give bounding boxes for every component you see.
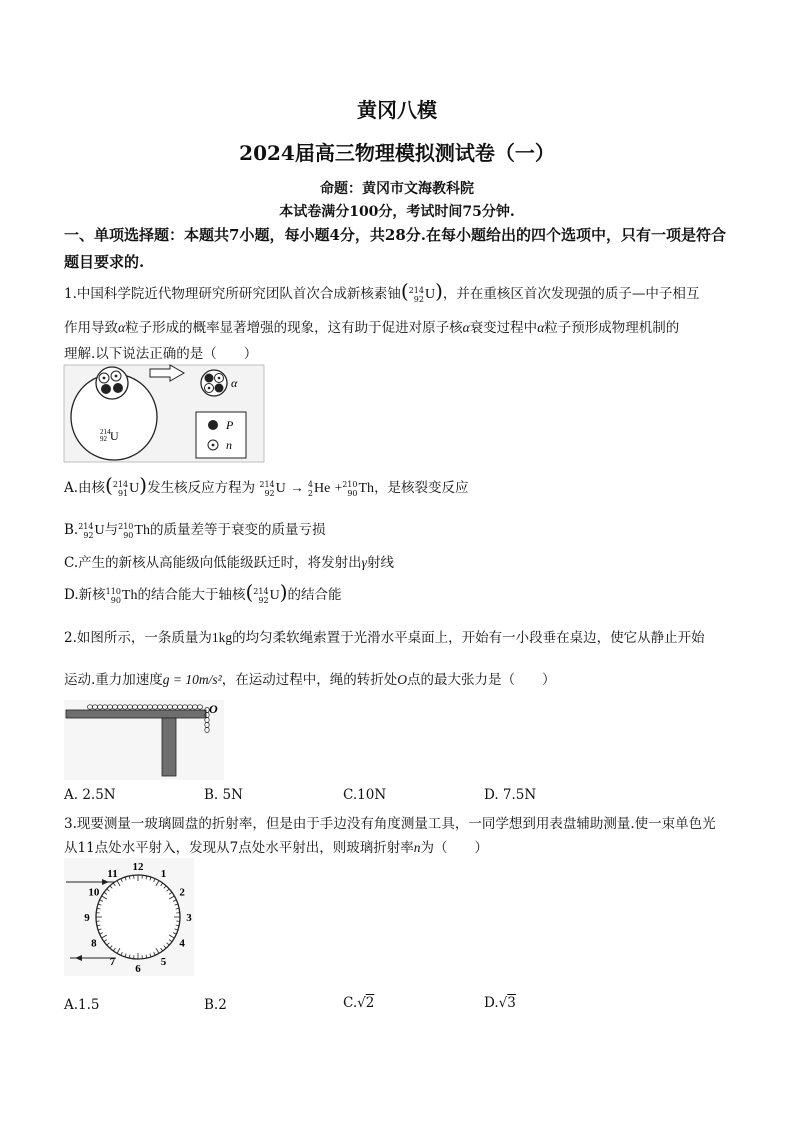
q1-stem-b: ，并在重核区首次发现强的质子—中子相互: [442, 286, 700, 302]
fig-sym: U: [110, 429, 119, 443]
q1-option-c: C.产生的新核从高能级向低能级跃迁时，将发射出γ射线: [64, 555, 394, 571]
clock-number: 7: [109, 956, 116, 969]
q3-clock-figure: [64, 858, 194, 976]
clock-number: 5: [160, 956, 167, 969]
legend-p: P: [226, 418, 234, 432]
section-heading: 一、单项选择题：本题共7小题，每小题4分，共28分.在每小题给出的四个选项中，只有一项是符合题目要求的.: [64, 226, 726, 271]
q3-line2: 从11点处水平射入，发现从7点处水平射出，则玻璃折射率n为（ ）: [64, 840, 489, 856]
clock-face: [96, 875, 180, 959]
q1-figure: [64, 365, 264, 462]
clock-number: 8: [91, 937, 97, 950]
clock-number: 4: [179, 937, 185, 950]
q3-option-a: A.1.5: [64, 997, 100, 1013]
exam-info: 本试卷满分100分，考试时间75分钟.: [279, 204, 515, 220]
table-top: [66, 710, 206, 718]
q2-option-b: B. 5N: [204, 787, 243, 803]
q1-line1: 1.中国科学院近代物理研究所研究团队首次合成新核素铀( 214 92 U )，并在重核区首次发现强的质子—中子相互: [64, 279, 700, 304]
author-line: 命题：黄冈市文海教科院: [320, 181, 474, 197]
brand-title: 黄冈八模: [357, 98, 437, 122]
alpha-particle: [201, 370, 227, 396]
table-leg: [162, 718, 176, 776]
nucleus-cluster: [96, 367, 128, 399]
fig-alpha-label: α: [231, 376, 238, 390]
point-o-label: O: [209, 702, 218, 716]
legend-n: n: [226, 438, 232, 452]
fig-charge: 92: [100, 435, 107, 443]
clock-number: 9: [84, 912, 90, 924]
clock-number: 1: [160, 867, 167, 880]
q1-line2: 作用导致α粒子形成的概率显著增强的现象，这有助于促进对原子核α衰变过程中α粒子预形成物理机制的: [64, 320, 680, 336]
q1-option-d: D.新核 110 90 Th 的结合能大于轴核( 214 92 U )的结合能: [64, 580, 342, 605]
clock-number: 12: [132, 861, 144, 873]
proton-legend-dot: [208, 420, 218, 430]
q2-option-a: A. 2.5N: [64, 787, 116, 803]
q2-option-d: D. 7.5N: [484, 787, 537, 803]
q3-option-c: C.√2: [343, 995, 375, 1011]
clock-number: 3: [186, 912, 192, 924]
q1-option-b: B. 214 92 U 与 210 90 Th 的质量差等于衰变的质量亏损: [64, 521, 326, 540]
clock-number: 11: [107, 867, 118, 880]
q2-option-c: C.10N: [343, 787, 387, 803]
exam-title: 2024届高三物理模拟测试卷（一）: [239, 141, 555, 165]
clock-number: 2: [179, 886, 185, 899]
q3-line1: 3.现要测量一玻璃圆盘的折射率，但是由于手边没有角度测量工具，一同学想到用表盘辅助测量.使一束单色光: [64, 816, 716, 832]
q1-stem-a: 1.中国科学院近代物理研究所研究团队首次合成新核素铀: [64, 286, 401, 302]
q3-option-b: B.2: [204, 997, 227, 1013]
q2-figure: [64, 700, 224, 780]
q1-option-a: A.由核( 214 91 U )发生核反应方程为 214 92 U → 4 2 He + 210 90 Th ，是核裂变反应: [64, 473, 469, 498]
q1-line3: 理解.以下说法正确的是（ ）: [64, 346, 258, 362]
clock-number: 6: [135, 963, 141, 975]
clock-number: 10: [88, 886, 100, 899]
q2-line2: 运动.重力加速度g = 10m/s²，在运动过程中，绳的转折处O点的最大张力是（ ）: [64, 672, 556, 688]
fig-mass: 214: [100, 428, 111, 436]
q3-option-d: D.√3: [484, 995, 516, 1011]
q2-line1: 2.如图所示，一条质量为1kg的均匀柔软绳索置于光滑水平桌面上，开始有一小段垂在桌边，使它从静止开始: [64, 630, 705, 646]
nuclide-u214: 214 92 U: [408, 285, 436, 304]
